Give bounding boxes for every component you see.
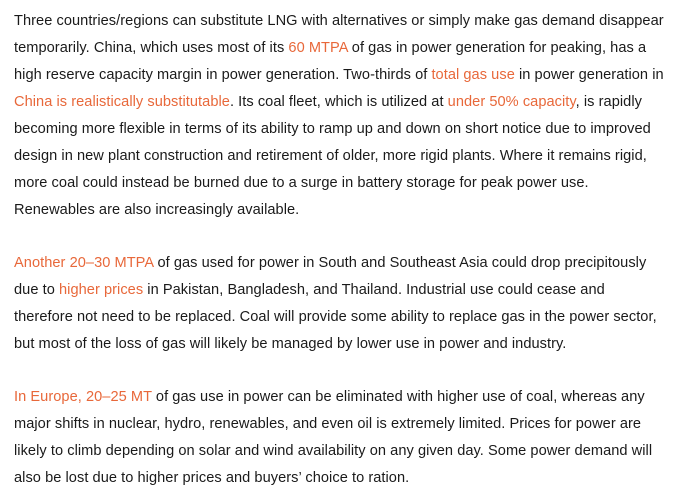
- link-china-substitutable[interactable]: China is realistically substitutable: [14, 94, 230, 110]
- text-segment: in power generation in: [514, 67, 664, 83]
- paragraph-europe: [14, 384, 665, 492]
- link-in-europe-20-25-mt[interactable]: In Europe, 20–25 MT: [14, 389, 152, 405]
- text-segment: , is rapidly becoming more flexible in terms of its ability to ramp up and down on short notice due to improved design in new plant construction and retirement of older, more rigid plants. Where it remains rigid, more coal could instead be burned due to a surge in battery storage for peak power use. Renewables are also increasingly available.: [14, 94, 651, 218]
- paragraph-south-asia: [14, 250, 665, 358]
- link-another-20-30-mtpa[interactable]: Another 20–30 MTPA: [14, 255, 154, 271]
- link-higher-prices[interactable]: higher prices: [58, 282, 144, 298]
- text-segment: in Pakistan, Bangladesh, and Thailand. Industrial use could cease and therefore not need to be replaced. Coal will provide some ability to replace gas in the power sector, but most of the loss of gas will likely be managed by lower use in power and industry.: [14, 282, 657, 352]
- link-60-mtpa[interactable]: 60 MTPA: [288, 40, 348, 56]
- text-segment: Three countries/regions can substitute LNG with alternatives or simply make gas demand disappear temporarily. China, which uses most of its: [14, 13, 664, 56]
- link-total-gas-use[interactable]: total gas use: [431, 67, 515, 83]
- text-segment: of gas in power generation for peaking, has a high reserve capacity margin in power generation. Two-thirds of: [14, 40, 647, 83]
- text-segment: . Its coal fleet, which is utilized at: [229, 94, 448, 110]
- text-segment: of gas use in power can be eliminated with higher use of coal, whereas any major shifts in nuclear, hydro, renewables, and even oil is extremely limited. Prices for power are likely to climb depending on solar and wind availability on any given day. Some power demand will also be lost due to higher prices and buyers’ choice to ration.: [14, 389, 653, 486]
- paragraph-china: [14, 8, 665, 224]
- link-under-50-capacity[interactable]: under 50% capacity: [447, 94, 576, 110]
- text-segment: of gas used for power in South and Southeast Asia could drop precipitously due to: [14, 255, 647, 298]
